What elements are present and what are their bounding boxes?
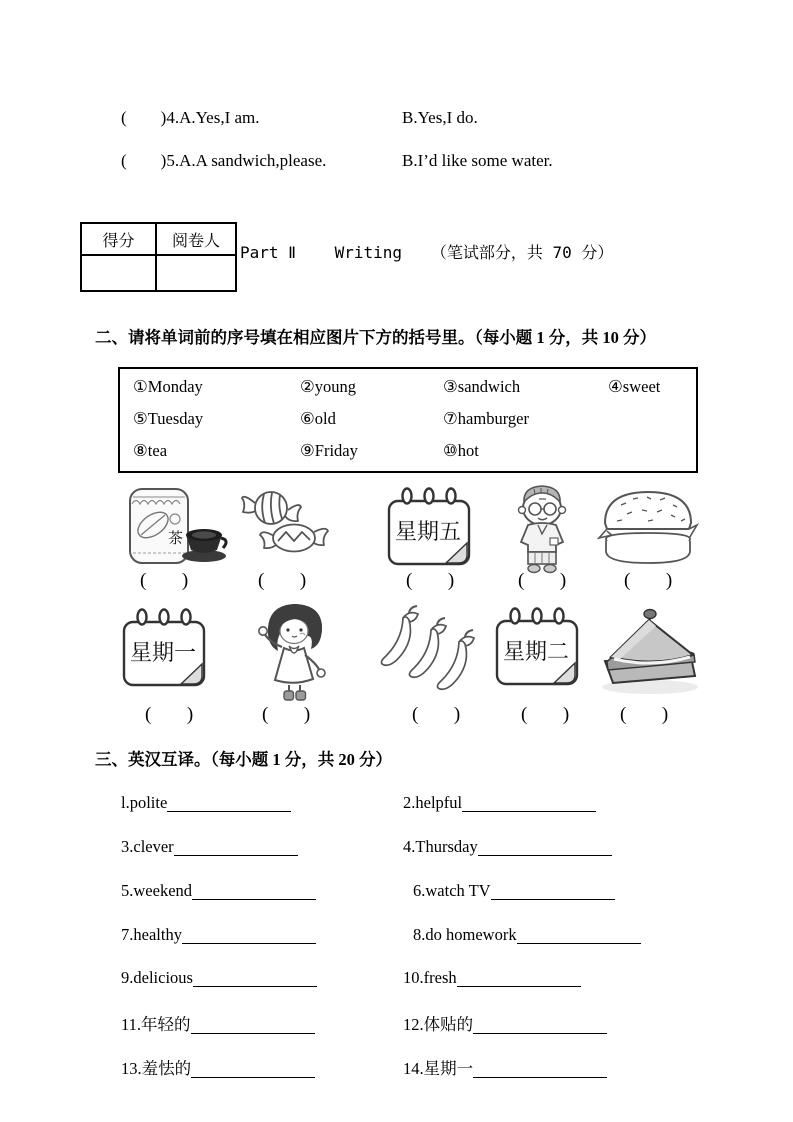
answer-blank-line [191,1017,315,1035]
answer-blank-line [462,795,596,813]
answer-blank-parentheses: ( ) [258,570,308,591]
section-three-heading: 三、英汉互译。（每小题 1 分，共 20 分） [95,750,392,769]
answer-blank-line [167,795,291,813]
answer-blank-parentheses: ( ) [140,570,190,591]
translation-item: 5.weekend [121,881,193,900]
girl-image [256,601,334,703]
answer-blank-parentheses: ( ) [412,704,462,725]
answer-blank-line [174,839,298,857]
calendar-tuesday-text: 星期二 [502,639,570,664]
translation-item: 14.星期一 [403,1059,474,1078]
translation-item: 9.delicious [121,968,193,987]
translation-item: 3.clever [121,837,174,856]
word-bank-item: ①Monday [133,377,203,396]
question-4-option-b: B.Yes,I do. [402,108,478,127]
calendar-monday-text: 星期一 [129,640,197,665]
question-5-option-a: ( )5.A.A sandwich,please. [121,151,327,170]
answer-blank-parentheses: ( ) [521,704,571,725]
translation-item: 10.fresh [403,968,457,987]
score-box [80,222,237,292]
old-man-image [508,480,576,574]
question-5-option-b: B.I’d like some water. [402,151,553,170]
translation-item: 2.helpful [403,793,463,812]
calendar-friday-text: 星期五 [394,519,462,544]
word-bank-item: ③sandwich [443,377,521,396]
translation-item: 13.羞怯的 [121,1059,192,1078]
answer-blank-line [191,1061,315,1079]
score-cell-empty [81,255,156,291]
word-bank-item: ⑩hot [443,441,479,460]
answer-blank-line [192,883,316,901]
part-title: Part Ⅱ Writing （笔试部分，共 70 分） [240,243,614,262]
chili-peppers-image [374,604,492,692]
answer-blank-line [517,927,641,945]
answer-blank-parentheses: ( ) [518,570,568,591]
tea-character-label: 茶 [168,531,184,547]
answer-blank-line [491,883,615,901]
answer-blank-parentheses: ( ) [624,570,674,591]
answer-blank-line [478,839,612,857]
calendar-monday-image [119,607,209,691]
word-bank-item: ⑧tea [133,441,168,460]
word-bank-item: ⑦hamburger [443,409,529,428]
translation-item: l.polite [121,793,168,812]
answer-blank-line [457,970,581,988]
hamburger-image [597,481,699,569]
answer-blank-parentheses: ( ) [620,704,670,725]
answer-blank-parentheses: ( ) [262,704,312,725]
grader-label: 阅卷人 [156,223,236,255]
score-label: 得分 [81,223,156,255]
translation-item: 12.体贴的 [403,1015,474,1034]
answer-blank-parentheses: ( ) [406,570,456,591]
word-bank-item: ②young [300,377,357,396]
answer-blank-line [473,1061,607,1079]
word-bank-item: ④sweet [608,377,661,396]
section-two-heading: 二、请将单词前的序号填在相应图片下方的括号里。（每小题 1 分，共 10 分） [95,328,656,347]
translation-item: 8.do homework [413,925,517,944]
answer-blank-line [182,927,316,945]
translation-item: 4.Thursday [403,837,478,856]
word-bank-item: ⑤Tuesday [133,409,204,428]
sandwich-image [597,605,703,697]
answer-blank-line [473,1017,607,1035]
translation-item: 6.watch TV [413,881,491,900]
word-bank-item: ⑨Friday [300,441,358,460]
word-bank-item: ⑥old [300,409,336,428]
translation-item: 11.年轻的 [121,1015,191,1034]
translation-item: 7.healthy [121,925,182,944]
tea-image [122,483,230,571]
answer-blank-parentheses: ( ) [145,704,195,725]
calendar-friday-image [384,486,474,570]
grader-cell-empty [156,255,236,291]
candies-image [238,488,333,563]
calendar-tuesday-image [492,606,582,690]
question-4-option-a: ( )4.A.Yes,I am. [121,108,260,127]
answer-blank-line [193,970,317,988]
